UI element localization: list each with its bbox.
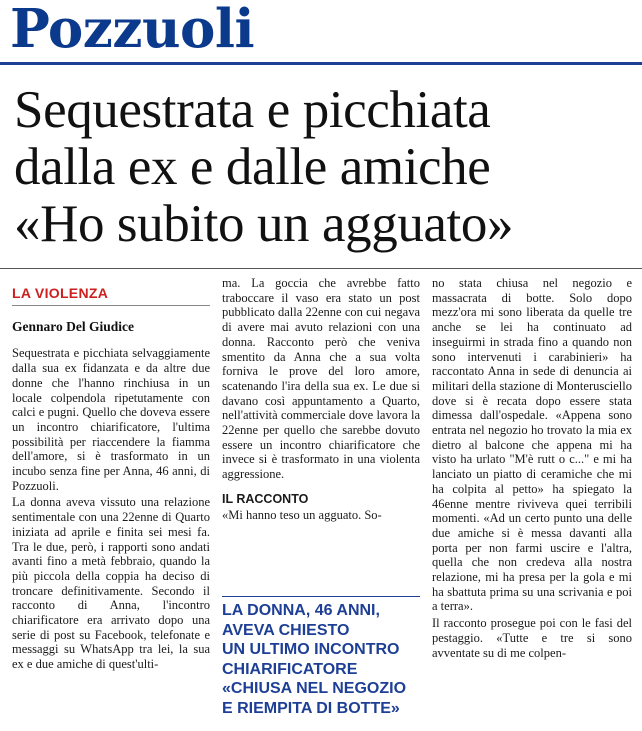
paragraph: Sequestrata e picchiata selvaggiamente dalla sua ex fidanzata e da altre due donne che l'hanno rinchiusa in un locale colpendola ripetutamente con calci e pugni. Quello che doveva essere un incontro chiarificatore, l'ultima possibilità per riaccendere la fiamma dell'amore, si è trasformato in un incubo senza fine per Anna, 46 anni, di Pozzuoli. (12, 346, 210, 493)
headline-line-3: «Ho subito un agguato» (14, 195, 514, 253)
paragraph: no stata chiusa nel negozio e massacrata di botte. Solo dopo mezz'ora mi sono liberata da quelle tre anche se lei ha continuato ad inseguirmi in strada fino a quando non sono intervenuti i carabinieri» ha raccontato Anna in sede di denuncia ai militari della stazione di Monterusciello dove si è recata dopo essere stata dimessa dall'ospedale. «Appena sono entrata nel negozio ho trovato la mia ex dietro al balcone che appena mi ha visto ha urlato "M'è rutt o c..." e mi ha lanciato un piatto di ceramiche che mi ha colpita al petto» ha spiegato la 46enne mentre riviveva quei terribili momenti. «Ad un certo punto una delle due amiche si è messa davanti alla porta per non farmi uscire e l'altra, quella che non credeva alla nostra relazione, mi ha presa per la gola e mi ha sbattuta prima su una scrivania e poi a terra». (432, 276, 632, 614)
headline-line-2: dalla ex e dalle amiche (14, 138, 491, 196)
pull-quote-line: AVEVA CHIESTO (222, 621, 350, 639)
section-rule (0, 62, 642, 65)
paragraph: «Mi hanno teso un agguato. So- (222, 507, 382, 522)
headline (14, 82, 634, 253)
article-column-2 (222, 276, 420, 524)
pull-quote-line: «CHIUSA NEL NEGOZIO (222, 680, 407, 697)
paragraph: ma. La goccia che avrebbe fatto traboccare il vaso era stato un post pubblicato dalla 22enne con cui negava di avere mai avuto relazioni con una donna. Racconto però che veniva smentito da Anna che a sua volta forniva le prove del loro amore, scatenando l'ira della sua ex. Le due si davano così appuntamento a Quarto, nell'attività commerciale dove lavora la 22enne per quello che sarebbe dovuto essere un incontro chiarificatore che invece si è trasformato in una violenta aggressione. (222, 276, 420, 482)
paragraph: La donna aveva vissuto una relazione sentimentale con una 22enne di Quarto iniziata ad aprile e finita sei mesi fa. Tra le due, però, i rapporti sono andati avanti fino a metà febbraio, quando la più piccola della coppia ha deciso di troncare definitivamente. Secondo il racconto di Anna, l'incontro chiarificatore era arrivato dopo una serie di post su Facebook, telefonate e messaggi su WhatsApp tra lei, la sua ex e due amiche di quest'ulti- (12, 495, 210, 672)
pull-quote-line: CHIARIFICATORE (222, 660, 358, 678)
byline: Gennaro Del Giudice (12, 318, 135, 334)
kicker: LA VIOLENZA (12, 276, 210, 306)
pull-quote (222, 596, 420, 718)
article-column-1 (12, 276, 210, 674)
headline-rule (0, 268, 642, 269)
paragraph: Il racconto prosegue poi con le fasi del pestaggio. «Tutte e tre si sono avventate su di me colpen- (432, 616, 632, 660)
pull-quote-line: UN ULTIMO INCONTRO (222, 641, 400, 658)
pull-quote-line: LA DONNA, 46 ANNI, (222, 602, 380, 619)
article-column-3 (432, 276, 632, 662)
headline-line-1: Sequestrata e picchiata (14, 81, 491, 139)
section-title: Pozzuoli (10, 0, 255, 60)
subheading: IL RACCONTO (222, 491, 309, 506)
pull-quote-line: E RIEMPITA DI BOTTE» (222, 699, 400, 717)
